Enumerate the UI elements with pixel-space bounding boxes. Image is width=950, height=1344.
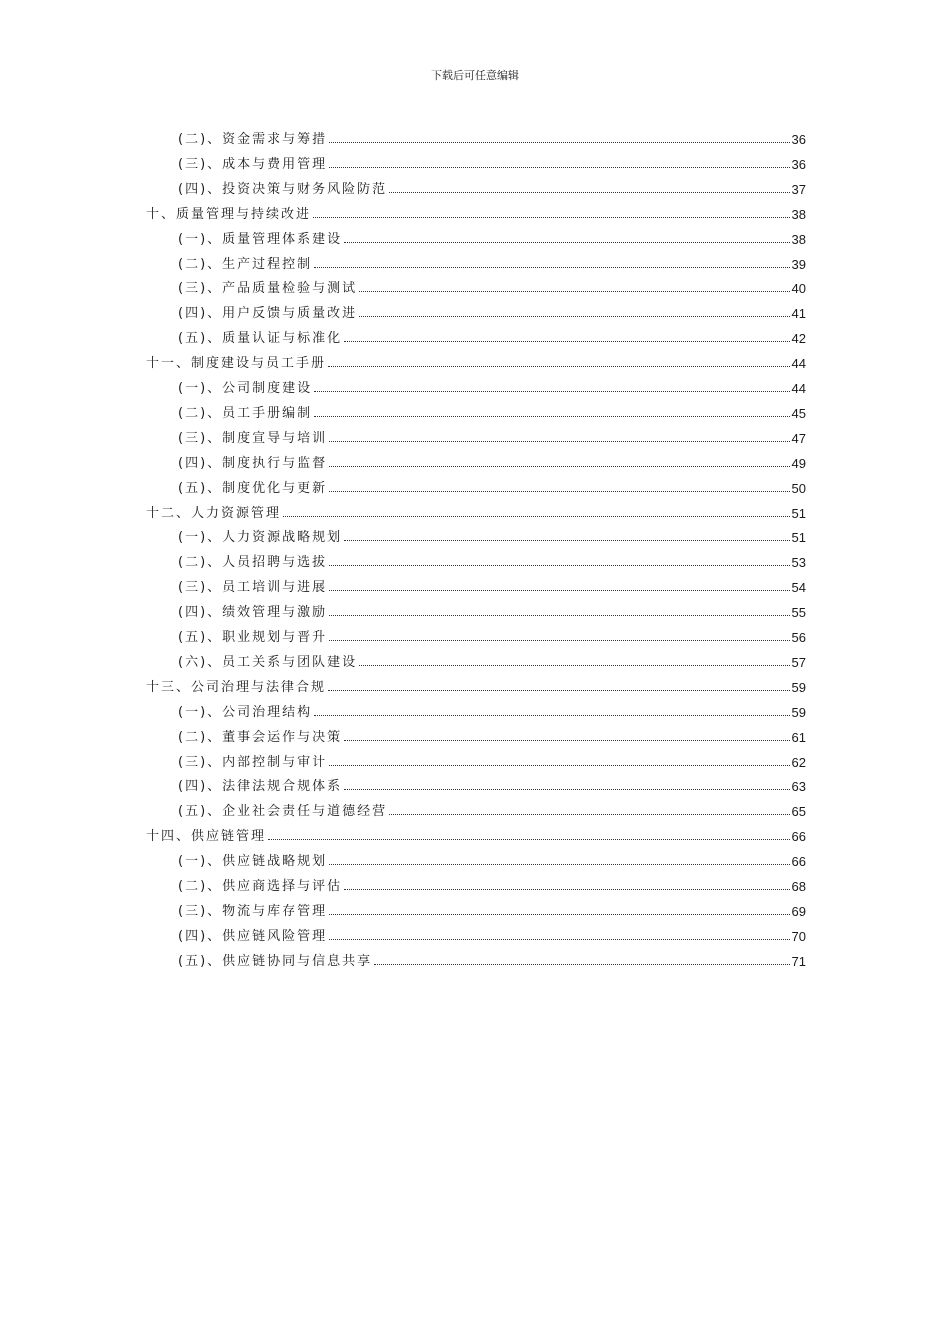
toc-entry[interactable] (178, 922, 806, 944)
toc-entry-page: 65 (791, 804, 806, 820)
toc-entry-page: 49 (791, 455, 806, 471)
toc-entry-title: (一)、供应链战略规划 (178, 854, 328, 870)
toc-entry[interactable] (178, 399, 806, 421)
toc-dot-leader (329, 441, 789, 442)
toc-dot-leader (329, 615, 789, 616)
toc-entry-page: 69 (791, 903, 806, 919)
toc-entry-page: 66 (791, 829, 806, 845)
toc-entry-title: (五)、质量认证与标准化 (178, 331, 343, 347)
toc-entry-title: (一)、公司治理结构 (178, 704, 313, 720)
toc-entry-page: 44 (791, 381, 806, 396)
toc-dot-leader (389, 192, 789, 193)
toc-dot-leader (329, 765, 789, 766)
toc-dot-leader (344, 341, 789, 342)
toc-dot-leader (329, 864, 789, 865)
toc-entry[interactable] (178, 324, 806, 346)
toc-entry[interactable] (178, 623, 806, 645)
toc-entry[interactable] (178, 723, 806, 745)
toc-entry-title: (二)、董事会运作与决策 (178, 729, 343, 745)
toc-entry-page: 55 (791, 605, 806, 621)
toc-dot-leader (313, 217, 790, 218)
toc-entry-title: (一)、人力资源战略规划 (178, 530, 343, 546)
toc-entry-page: 68 (791, 879, 806, 894)
toc-entry-title: (五)、供应链协同与信息共享 (178, 953, 373, 969)
toc-entry-page: 39 (791, 256, 806, 272)
toc-dot-leader (329, 491, 789, 492)
toc-entry-page: 47 (791, 430, 806, 446)
toc-entry-page: 59 (791, 679, 806, 695)
toc-entry-page: 62 (791, 754, 806, 770)
toc-dot-leader (268, 839, 790, 840)
toc-entry-title: (二)、资金需求与筹措 (178, 132, 328, 147)
toc-entry-page: 63 (791, 779, 806, 795)
toc-entry[interactable] (146, 822, 806, 844)
toc-dot-leader (329, 590, 789, 591)
toc-dot-leader (283, 516, 790, 517)
toc-dot-leader (328, 690, 790, 691)
toc-entry[interactable] (178, 424, 806, 446)
toc-dot-leader (374, 964, 789, 965)
toc-entry[interactable] (178, 150, 806, 172)
toc-entry[interactable] (178, 175, 806, 197)
toc-entry-title: (二)、人员招聘与选拔 (178, 555, 328, 571)
toc-entry-title: 十三、公司治理与法律合规 (146, 679, 327, 695)
toc-dot-leader (329, 939, 789, 940)
toc-dot-leader (359, 291, 789, 292)
toc-entry-title: (四)、供应链风险管理 (178, 928, 328, 944)
toc-entry-title: (四)、用户反馈与质量改进 (178, 306, 358, 322)
toc-entry[interactable] (178, 847, 806, 869)
toc-entry-page: 36 (791, 156, 806, 172)
toc-entry[interactable] (178, 250, 806, 272)
toc-dot-leader (329, 167, 789, 168)
toc-entry-page: 42 (791, 331, 806, 347)
toc-entry-title: (三)、员工培训与进展 (178, 580, 328, 596)
toc-entry[interactable] (178, 797, 806, 819)
toc-entry-title: (二)、生产过程控制 (178, 256, 313, 272)
toc-dot-leader (329, 914, 789, 915)
toc-entry[interactable] (178, 772, 806, 794)
toc-entry-page: 44 (791, 356, 806, 372)
toc-entry-page: 66 (791, 854, 806, 870)
toc-entry-title: (五)、企业社会责任与道德经营 (178, 804, 388, 820)
toc-entry-title: (五)、职业规划与晋升 (178, 630, 328, 645)
toc-dot-leader (344, 242, 789, 243)
toc-entry[interactable] (178, 748, 806, 770)
toc-entry-title: 十、质量管理与持续改进 (146, 206, 312, 222)
toc-entry-page: 38 (791, 231, 806, 247)
toc-entry-title: (六)、员工关系与团队建设 (178, 654, 358, 670)
toc-entry-title: (三)、产品质量检验与测试 (178, 281, 358, 297)
toc-dot-leader (314, 416, 789, 417)
toc-dot-leader (314, 391, 789, 392)
toc-entry[interactable] (178, 897, 806, 919)
toc-entry[interactable] (178, 648, 806, 670)
toc-entry-title: (五)、制度优化与更新 (178, 480, 328, 496)
toc-entry-page: 70 (791, 928, 806, 944)
toc-entry-page: 53 (791, 555, 806, 571)
toc-dot-leader (314, 715, 789, 716)
toc-entry-page: 50 (791, 480, 806, 496)
toc-entry-title: (四)、制度执行与监督 (178, 455, 328, 471)
toc-entry-page: 56 (791, 630, 806, 645)
toc-entry-page: 51 (791, 530, 806, 546)
toc-entry-title: (四)、投资决策与财务风险防范 (178, 181, 388, 197)
toc-entry-page: 61 (791, 729, 806, 745)
toc-entry[interactable] (178, 573, 806, 595)
toc-entry-title: (三)、物流与库存管理 (178, 903, 328, 919)
toc-dot-leader (329, 466, 789, 467)
toc-entry-title: (二)、供应商选择与评估 (178, 879, 343, 894)
toc-entry[interactable] (146, 200, 806, 222)
toc-entry-title: (三)、制度宣导与培训 (178, 430, 328, 446)
page-header: 下载后可任意编辑 (431, 69, 519, 82)
toc-dot-leader (389, 814, 789, 815)
toc-entry-page: 71 (791, 953, 806, 969)
toc-entry-title: 十四、供应链管理 (146, 829, 267, 845)
toc-entry-page: 37 (791, 181, 806, 197)
toc-dot-leader (344, 540, 789, 541)
toc-entry[interactable] (178, 872, 806, 894)
toc-entry-title: 十一、制度建设与员工手册 (146, 356, 327, 372)
toc-entry-page: 59 (791, 704, 806, 720)
toc-entry[interactable] (178, 374, 806, 396)
toc-entry[interactable] (178, 449, 806, 471)
toc-entry-page: 41 (791, 306, 806, 322)
toc-entry-title: (一)、质量管理体系建设 (178, 231, 343, 247)
toc-entry[interactable] (178, 274, 806, 296)
toc-dot-leader (329, 142, 789, 143)
toc-entry-title: 十二、人力资源管理 (146, 505, 282, 521)
toc-dot-leader (328, 366, 790, 367)
toc-dot-leader (344, 789, 789, 790)
toc-dot-leader (359, 665, 789, 666)
toc-entry[interactable] (178, 125, 806, 147)
toc-dot-leader (359, 316, 789, 317)
toc-dot-leader (344, 740, 789, 741)
toc-entry[interactable] (178, 474, 806, 496)
toc-dot-leader (344, 889, 789, 890)
toc-entry[interactable] (178, 523, 806, 545)
toc-entry-page: 36 (791, 132, 806, 147)
toc-entry[interactable] (146, 499, 806, 521)
toc-entry[interactable] (178, 225, 806, 247)
toc-entry[interactable] (146, 349, 806, 371)
toc-entry[interactable] (178, 548, 806, 570)
toc-dot-leader (329, 640, 789, 641)
toc-entry[interactable] (146, 673, 806, 695)
toc-entry-title: (三)、成本与费用管理 (178, 156, 328, 172)
toc-entry-page: 40 (791, 281, 806, 297)
toc-entry-title: (四)、法律法规合规体系 (178, 779, 343, 795)
toc-entry[interactable] (178, 698, 806, 720)
toc-dot-leader (329, 565, 789, 566)
toc-entry[interactable] (178, 299, 806, 321)
toc-dot-leader (314, 267, 789, 268)
toc-entry-page: 54 (791, 580, 806, 596)
toc-entry-page: 57 (791, 654, 806, 670)
toc-entry-title: (一)、公司制度建设 (178, 381, 313, 396)
toc-entry[interactable] (178, 947, 806, 969)
toc-entry[interactable] (178, 598, 806, 620)
toc-entry-title: (二)、员工手册编制 (178, 405, 313, 421)
toc-entry-page: 38 (791, 206, 806, 222)
toc-entry-page: 45 (791, 405, 806, 421)
toc-entry-title: (三)、内部控制与审计 (178, 754, 328, 770)
toc-entry-title: (四)、绩效管理与激励 (178, 605, 328, 621)
toc-entry-page: 51 (791, 505, 806, 521)
